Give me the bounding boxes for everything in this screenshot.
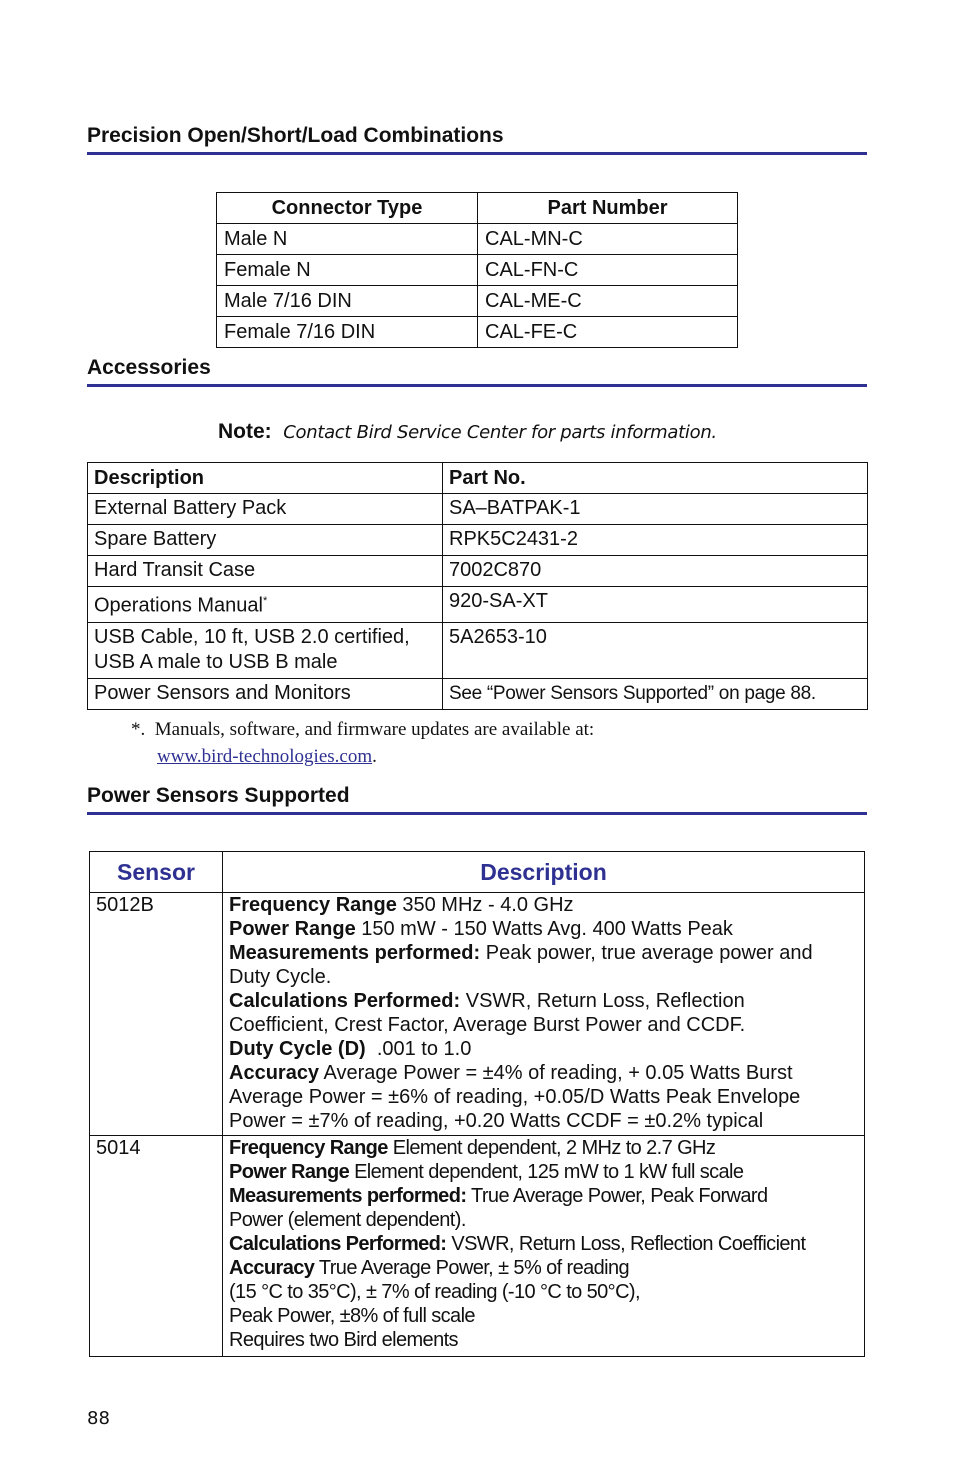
table-row bbox=[217, 224, 738, 255]
table-row bbox=[88, 525, 868, 556]
table-cell: Male 7/16 DIN bbox=[217, 286, 478, 317]
table-row bbox=[88, 678, 868, 709]
spec-value: VSWR, Return Loss, Reflection Coefficient bbox=[446, 1233, 806, 1255]
spec-value: Power = ±7% of reading, +0.20 Watts CCDF = ±0.2% typical bbox=[229, 1110, 764, 1132]
table-cell: 7002C870 bbox=[443, 556, 868, 587]
table-cell: Female 7/16 DIN bbox=[217, 317, 478, 348]
description-line bbox=[229, 1280, 858, 1304]
spec-value: VSWR, Return Loss, Reflection bbox=[460, 990, 745, 1012]
footnote-period: . bbox=[372, 746, 377, 767]
description-line bbox=[229, 1109, 858, 1133]
footnote-text: Manuals, software, and firmware updates are available at: bbox=[154, 719, 595, 740]
column-header: Sensor bbox=[90, 852, 223, 893]
spec-value: (15 °C to 35°C), ± 7% of reading (-10 °C to 50°C), bbox=[229, 1281, 640, 1303]
table-cell: CAL-ME-C bbox=[478, 286, 738, 317]
table-row bbox=[90, 1136, 865, 1357]
column-header: Description bbox=[223, 852, 865, 893]
table-cell: 5A2653-10 bbox=[443, 622, 868, 678]
table-row bbox=[88, 494, 868, 525]
sensor-description bbox=[223, 893, 865, 1136]
description-line bbox=[229, 1232, 858, 1256]
spec-value: Coefficient, Crest Factor, Average Burst Power and CCDF. bbox=[229, 1014, 746, 1036]
column-header: Part No. bbox=[443, 463, 868, 494]
usb-cable-line-2: USB A male to USB B male bbox=[94, 650, 338, 673]
spec-value: Average Power = ±4% of reading, + 0.05 Watts Burst bbox=[319, 1062, 793, 1084]
footnote-marker: * bbox=[262, 595, 268, 607]
description-line bbox=[229, 989, 858, 1013]
table-cell: 920-SA-XT bbox=[443, 587, 868, 623]
spec-label: Frequency Range bbox=[229, 894, 397, 916]
precision-table bbox=[216, 192, 738, 348]
spec-value: True Average Power, Peak Forward bbox=[466, 1185, 768, 1207]
column-header: Connector Type bbox=[217, 193, 478, 224]
sensor-model: 5012B bbox=[90, 893, 223, 1136]
spec-value: Requires two Bird elements bbox=[229, 1329, 458, 1351]
spec-value: Duty Cycle. bbox=[229, 966, 332, 988]
table-cell: External Battery Pack bbox=[88, 494, 443, 525]
spec-value: .001 to 1.0 bbox=[365, 1038, 472, 1060]
description-line bbox=[229, 1136, 858, 1160]
website-link[interactable]: www.bird-technologies.com bbox=[157, 746, 373, 767]
table-row bbox=[88, 622, 868, 678]
table-cell: CAL-MN-C bbox=[478, 224, 738, 255]
spec-value: Element dependent, 2 MHz to 2.7 GHz bbox=[387, 1137, 716, 1159]
usb-cable-line-1: USB Cable, 10 ft, USB 2.0 certified, bbox=[94, 625, 410, 648]
section-title-sensors: Power Sensors Supported bbox=[87, 784, 867, 815]
description-line bbox=[229, 1328, 858, 1352]
accessories-table bbox=[87, 462, 868, 710]
description-line bbox=[229, 1208, 858, 1232]
section-title-precision: Precision Open/Short/Load Combinations bbox=[87, 124, 867, 155]
spec-value: True Average Power, ± 5% of reading bbox=[314, 1257, 630, 1279]
spec-value: Average Power = ±6% of reading, +0.05/D Watts Peak Envelope bbox=[229, 1086, 801, 1108]
table-cell: Power Sensors and Monitors bbox=[88, 678, 443, 709]
note-text: Contact Bird Service Center for parts information. bbox=[283, 422, 717, 443]
table-row bbox=[217, 255, 738, 286]
spec-label: Calculations Performed: bbox=[229, 990, 461, 1012]
table-cell bbox=[88, 622, 443, 678]
note-label: Note: bbox=[218, 420, 272, 443]
description-line bbox=[229, 941, 858, 965]
description-line bbox=[229, 1013, 858, 1037]
table-cell: RPK5C2431-2 bbox=[443, 525, 868, 556]
page-number: 88 bbox=[87, 1408, 110, 1429]
sensor-description bbox=[223, 1136, 865, 1357]
table-header-row bbox=[88, 463, 868, 494]
table-cell: See “Power Sensors Supported” on page 88. bbox=[443, 678, 868, 709]
footnote-marker: *. bbox=[131, 719, 146, 740]
description-line bbox=[229, 1160, 858, 1184]
column-header: Description bbox=[88, 463, 443, 494]
spec-label: Accuracy bbox=[229, 1062, 320, 1084]
description-line bbox=[229, 1085, 858, 1109]
sensors-table bbox=[89, 851, 865, 1357]
spec-value: 350 MHz - 4.0 GHz bbox=[396, 894, 574, 916]
operations-manual-label: Operations Manual bbox=[94, 594, 263, 617]
spec-label: Frequency Range bbox=[229, 1137, 388, 1159]
table-row bbox=[88, 587, 868, 623]
description-line bbox=[229, 1037, 858, 1061]
table-row bbox=[217, 317, 738, 348]
description-line bbox=[229, 893, 858, 917]
description-line bbox=[229, 917, 858, 941]
description-line bbox=[229, 1061, 858, 1085]
description-line bbox=[229, 1304, 858, 1328]
table-cell: CAL-FE-C bbox=[478, 317, 738, 348]
table-cell: Hard Transit Case bbox=[88, 556, 443, 587]
spec-label: Measurements performed: bbox=[229, 942, 481, 964]
description-line bbox=[229, 1184, 858, 1208]
sensor-model: 5014 bbox=[90, 1136, 223, 1357]
spec-value: Peak Power, ±8% of full scale bbox=[229, 1305, 475, 1327]
spec-value: Element dependent, 125 mW to 1 kW full scale bbox=[349, 1161, 744, 1183]
footnote-line-2 bbox=[131, 743, 594, 770]
spec-label: Calculations Performed: bbox=[229, 1233, 447, 1255]
table-cell: Male N bbox=[217, 224, 478, 255]
description-line bbox=[229, 965, 858, 989]
table-header-row bbox=[90, 852, 865, 893]
table-row bbox=[217, 286, 738, 317]
spec-value: Peak power, true average power and bbox=[480, 942, 813, 964]
spec-label: Duty Cycle (D) bbox=[229, 1038, 366, 1060]
table-row bbox=[90, 893, 865, 1136]
footnote-line-1 bbox=[131, 716, 594, 743]
table-cell bbox=[88, 587, 443, 623]
spec-value: 150 mW - 150 Watts Avg. 400 Watts Peak bbox=[355, 918, 733, 940]
note bbox=[218, 420, 717, 444]
spec-label: Power Range bbox=[229, 918, 356, 940]
description-line bbox=[229, 1256, 858, 1280]
table-header-row bbox=[217, 193, 738, 224]
spec-label: Accuracy bbox=[229, 1257, 315, 1279]
spec-label: Power Range bbox=[229, 1161, 350, 1183]
table-row bbox=[88, 556, 868, 587]
column-header: Part Number bbox=[478, 193, 738, 224]
table-cell: SA–BATPAK-1 bbox=[443, 494, 868, 525]
footnote bbox=[131, 716, 594, 770]
table-cell: Female N bbox=[217, 255, 478, 286]
table-cell: CAL-FN-C bbox=[478, 255, 738, 286]
table-cell: Spare Battery bbox=[88, 525, 443, 556]
spec-value: Power (element dependent). bbox=[229, 1209, 466, 1231]
section-title-accessories: Accessories bbox=[87, 356, 867, 387]
spec-label: Measurements performed: bbox=[229, 1185, 467, 1207]
